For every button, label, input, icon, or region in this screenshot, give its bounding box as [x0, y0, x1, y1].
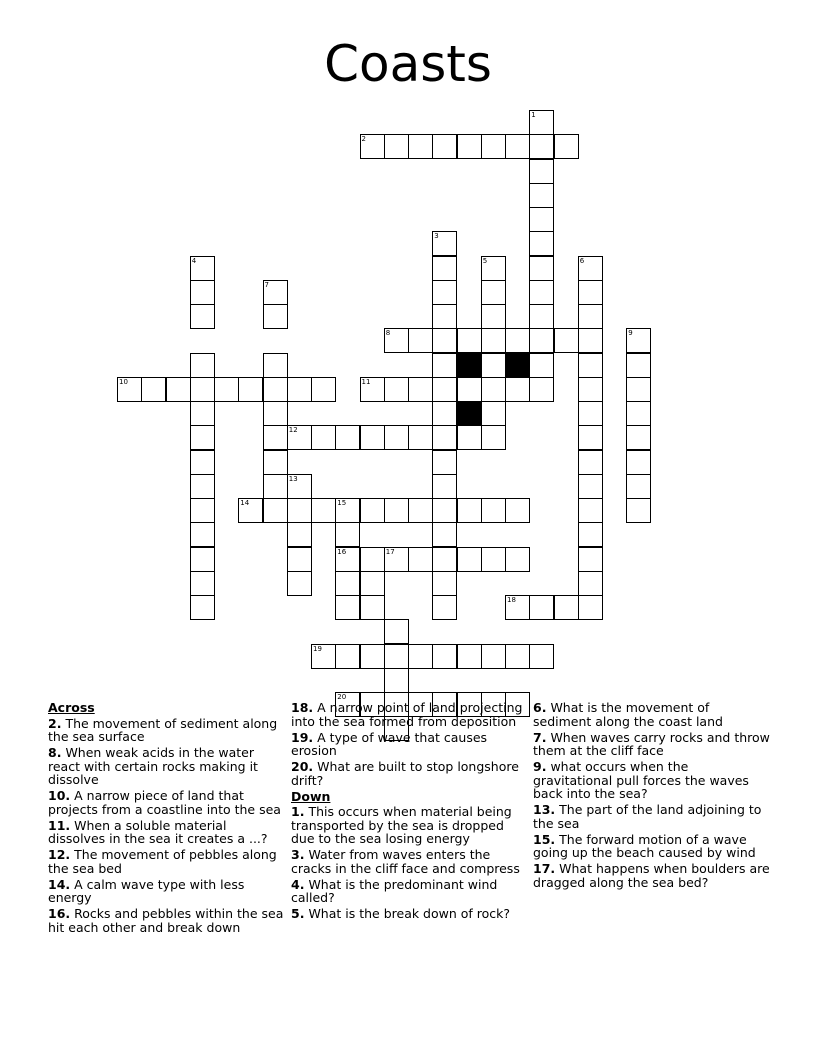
grid-cell[interactable] [554, 134, 579, 159]
down-clue: 15. The forward motion of a wave going up the beach caused by wind [533, 831, 756, 860]
grid-cell[interactable] [626, 328, 651, 353]
grid-cell[interactable] [360, 498, 385, 523]
clue-number: 6 [579, 256, 585, 265]
grid-cell[interactable] [432, 425, 457, 450]
grid-cell[interactable] [432, 498, 457, 523]
grid-cell[interactable] [578, 498, 603, 523]
grid-cell[interactable] [141, 377, 166, 402]
grid-cell[interactable] [481, 644, 506, 669]
clue-number: 1 [531, 111, 536, 119]
grid-cell[interactable] [626, 401, 651, 426]
grid-cell[interactable] [578, 377, 603, 402]
grid-cell[interactable] [335, 547, 360, 572]
across-heading: Across [48, 700, 95, 715]
grid-cell[interactable] [481, 304, 506, 329]
down-clue: 5. What is the break down of rock? [291, 906, 511, 921]
grid-cell[interactable] [384, 134, 409, 159]
grid-cell[interactable] [408, 498, 433, 523]
grid-cell[interactable] [190, 547, 215, 572]
clue-column-2 [291, 701, 529, 923]
grid-cell[interactable] [311, 377, 336, 402]
across-clue: 20. What are built to stop longshore drift? [291, 759, 519, 788]
grid-cell[interactable] [432, 328, 457, 353]
clue-number: 7 [264, 280, 269, 289]
down-clue: 9. what occurs when the gravitational pull forces the waves back into the sea? [533, 759, 749, 801]
grid-cell[interactable] [505, 644, 530, 669]
grid-cell[interactable] [529, 134, 554, 159]
grid-cell[interactable] [384, 425, 409, 450]
grid-cell[interactable] [190, 450, 215, 475]
grid-cell[interactable] [529, 644, 554, 669]
blocked-cell [505, 353, 530, 378]
grid-cell[interactable] [626, 474, 651, 499]
clue-number: 10 [119, 377, 128, 386]
grid-cell[interactable] [360, 571, 385, 596]
grid-cell[interactable] [432, 571, 457, 596]
grid-cell[interactable] [190, 595, 215, 620]
grid-cell[interactable] [529, 280, 554, 305]
clue-number: 20 [337, 693, 347, 701]
grid-cell[interactable] [529, 231, 554, 256]
clue-number: 13 [288, 474, 298, 483]
grid-cell[interactable] [529, 304, 554, 329]
grid-cell[interactable] [360, 547, 385, 572]
grid-cell[interactable] [117, 377, 142, 402]
grid-cell[interactable] [457, 134, 482, 159]
grid-cell[interactable] [529, 256, 554, 281]
puzzle-title: Coasts [324, 35, 492, 93]
grid-cell[interactable] [481, 425, 506, 450]
grid-cell[interactable] [432, 134, 457, 159]
grid-cell[interactable] [384, 328, 409, 353]
grid-cell[interactable] [190, 353, 215, 378]
clue-number: 12 [288, 426, 298, 435]
grid-cell[interactable] [481, 401, 506, 426]
grid-cell[interactable] [360, 425, 385, 450]
grid-cell[interactable] [432, 377, 457, 402]
clue-column-1 [48, 701, 286, 937]
clue-number: 11 [361, 377, 371, 386]
grid-cell[interactable] [360, 644, 385, 669]
grid-cell[interactable] [408, 134, 433, 159]
grid-cell[interactable] [481, 547, 506, 572]
grid-cell[interactable] [384, 547, 409, 572]
grid-cell[interactable] [432, 280, 457, 305]
across-clue: 18. A narrow point of land projecting into the sea formed from deposition [291, 700, 523, 729]
grid-cell[interactable] [626, 450, 651, 475]
down-clue: 1. This occurs when material being transported by the sea is dropped due to the sea losing energy [291, 804, 512, 846]
grid-cell[interactable] [481, 256, 506, 281]
grid-cell[interactable] [529, 595, 554, 620]
grid-cell[interactable] [190, 522, 215, 547]
clue-number: 8 [385, 329, 391, 338]
grid-cell[interactable] [335, 498, 360, 523]
grid-cell[interactable] [432, 231, 457, 256]
grid-cell[interactable] [529, 353, 554, 378]
grid-cell[interactable] [432, 450, 457, 475]
across-clue: 8. When weak acids in the water react with certain rocks making it dissolve [48, 745, 258, 787]
grid-cell[interactable] [505, 134, 530, 159]
grid-cell[interactable] [287, 571, 312, 596]
grid-cell[interactable] [505, 498, 530, 523]
grid-cell[interactable] [335, 571, 360, 596]
grid-cell[interactable] [360, 595, 385, 620]
grid-cell[interactable] [578, 304, 603, 329]
across-clue: 2. The movement of sediment along the sea surface [48, 715, 278, 744]
grid-cell[interactable] [287, 522, 312, 547]
grid-cell[interactable] [384, 377, 409, 402]
grid-cell[interactable] [190, 377, 215, 402]
down-clue: 6. What is the movement of sediment along the coast land [533, 700, 723, 729]
grid-cell[interactable] [505, 328, 530, 353]
grid-cell[interactable] [384, 619, 409, 644]
grid-cell[interactable] [578, 425, 603, 450]
grid-cell[interactable] [408, 425, 433, 450]
across-clue: 11. When a soluble material dissolves in the sea it creates a ...? [48, 817, 268, 846]
grid-cell[interactable] [190, 280, 215, 305]
grid-cell[interactable] [481, 328, 506, 353]
grid-cell[interactable] [287, 377, 312, 402]
grid-cell[interactable] [432, 304, 457, 329]
clue-number: 3 [434, 232, 439, 241]
grid-cell[interactable] [263, 425, 288, 450]
grid-cell[interactable] [384, 668, 409, 693]
grid-cell[interactable] [166, 377, 191, 402]
grid-cell[interactable] [263, 280, 288, 305]
grid-cell[interactable] [626, 377, 651, 402]
grid-cell[interactable] [360, 377, 385, 402]
grid-cell[interactable] [578, 353, 603, 378]
grid-cell[interactable] [263, 401, 288, 426]
clue-number: 18 [507, 596, 516, 604]
grid-cell[interactable] [238, 377, 263, 402]
grid-cell[interactable] [432, 522, 457, 547]
across-clue: 12. The movement of pebbles along the sea bed [48, 847, 277, 876]
grid-cell[interactable] [626, 498, 651, 523]
blocked-cell [457, 401, 482, 426]
grid-cell[interactable] [335, 425, 360, 450]
across-clue: 10. A narrow piece of land that projects from a coastline into the sea [48, 788, 281, 817]
grid-cell[interactable] [457, 377, 482, 402]
down-clue: 17. What happens when boulders are dragged along the sea bed? [533, 861, 770, 890]
grid-cell[interactable] [432, 256, 457, 281]
grid-cell[interactable] [263, 353, 288, 378]
grid-cell[interactable] [311, 498, 336, 523]
grid-cell[interactable] [287, 547, 312, 572]
grid-cell[interactable] [190, 304, 215, 329]
down-clue: 3. Water from waves enters the cracks in the cliff face and compress [291, 847, 520, 876]
grid-cell[interactable] [335, 595, 360, 620]
grid-cell[interactable] [529, 183, 554, 208]
clue-number: 14 [240, 499, 250, 507]
grid-cell[interactable] [578, 256, 603, 281]
grid-cell[interactable] [408, 644, 433, 669]
grid-cell[interactable] [432, 474, 457, 499]
grid-cell[interactable] [287, 498, 312, 523]
grid-cell[interactable] [554, 595, 579, 620]
clue-number: 17 [385, 547, 395, 556]
grid-cell[interactable] [263, 304, 288, 329]
grid-cell[interactable] [432, 401, 457, 426]
grid-cell[interactable] [578, 571, 603, 596]
grid-cell[interactable] [287, 474, 312, 499]
grid-cell[interactable] [481, 498, 506, 523]
clue-number: 4 [191, 256, 197, 265]
across-clue: 19. A type of wave that causes erosion [291, 729, 488, 758]
blocked-cell [457, 353, 482, 378]
grid-cell[interactable] [311, 644, 336, 669]
clue-number: 2 [361, 135, 366, 144]
across-clue: 14. A calm wave type with less energy [48, 876, 245, 905]
grid-cell[interactable] [432, 644, 457, 669]
grid-cell[interactable] [529, 207, 554, 232]
grid-cell[interactable] [432, 595, 457, 620]
grid-cell[interactable] [481, 134, 506, 159]
grid-cell[interactable] [335, 644, 360, 669]
down-clue: 13. The part of the land adjoining to the sea [533, 802, 762, 831]
grid-cell[interactable] [408, 328, 433, 353]
grid-cell[interactable] [481, 353, 506, 378]
down-clue: 7. When waves carry rocks and throw them at the cliff face [533, 729, 770, 758]
grid-cell[interactable] [529, 328, 554, 353]
down-heading: Down [291, 788, 331, 804]
grid-cell[interactable] [263, 450, 288, 475]
grid-cell[interactable] [578, 401, 603, 426]
grid-cell[interactable] [578, 280, 603, 305]
grid-cell[interactable] [263, 377, 288, 402]
across-clue: 16. Rocks and pebbles within the sea hit each other and break down [48, 906, 284, 935]
grid-cell[interactable] [335, 522, 360, 547]
grid-cell[interactable] [529, 159, 554, 184]
grid-cell[interactable] [626, 353, 651, 378]
grid-cell[interactable] [554, 328, 579, 353]
grid-cell[interactable] [238, 498, 263, 523]
grid-cell[interactable] [190, 256, 215, 281]
clue-column-3 [533, 701, 771, 892]
grid-cell[interactable] [408, 547, 433, 572]
grid-cell[interactable] [505, 595, 530, 620]
grid-cell[interactable] [408, 377, 433, 402]
grid-cell[interactable] [263, 474, 288, 499]
grid-cell[interactable] [529, 110, 554, 135]
grid-cell[interactable] [578, 328, 603, 353]
grid-cell[interactable] [311, 425, 336, 450]
grid-cell[interactable] [190, 498, 215, 523]
clue-number: 15 [337, 499, 347, 507]
grid-cell[interactable] [481, 377, 506, 402]
grid-cell[interactable] [529, 377, 554, 402]
clue-number: 9 [628, 329, 633, 338]
clue-number: 16 [337, 547, 347, 556]
clue-number: 5 [482, 256, 488, 265]
grid-cell[interactable] [626, 425, 651, 450]
grid-cell[interactable] [384, 498, 409, 523]
grid-cell[interactable] [457, 547, 482, 572]
grid-cell[interactable] [457, 328, 482, 353]
grid-cell[interactable] [360, 134, 385, 159]
grid-cell[interactable] [457, 644, 482, 669]
grid-cell[interactable] [578, 595, 603, 620]
grid-cell[interactable] [578, 450, 603, 475]
down-clue: 4. What is the predominant wind called? [291, 876, 498, 905]
grid-cell[interactable] [190, 474, 215, 499]
grid-cell[interactable] [432, 547, 457, 572]
grid-cell[interactable] [457, 425, 482, 450]
clue-number: 19 [313, 644, 322, 653]
grid-cell[interactable] [481, 280, 506, 305]
grid-cell[interactable] [287, 425, 312, 450]
grid-cell[interactable] [432, 353, 457, 378]
grid-cell[interactable] [190, 571, 215, 596]
grid-cell[interactable] [457, 498, 482, 523]
grid-cell[interactable] [505, 547, 530, 572]
grid-cell[interactable] [578, 522, 603, 547]
grid-cell[interactable] [214, 377, 239, 402]
grid-cell[interactable] [505, 377, 530, 402]
grid-cell[interactable] [384, 644, 409, 669]
grid-cell[interactable] [578, 547, 603, 572]
grid-cell[interactable] [190, 425, 215, 450]
grid-cell[interactable] [578, 474, 603, 499]
grid-cell[interactable] [263, 498, 288, 523]
grid-cell[interactable] [190, 401, 215, 426]
